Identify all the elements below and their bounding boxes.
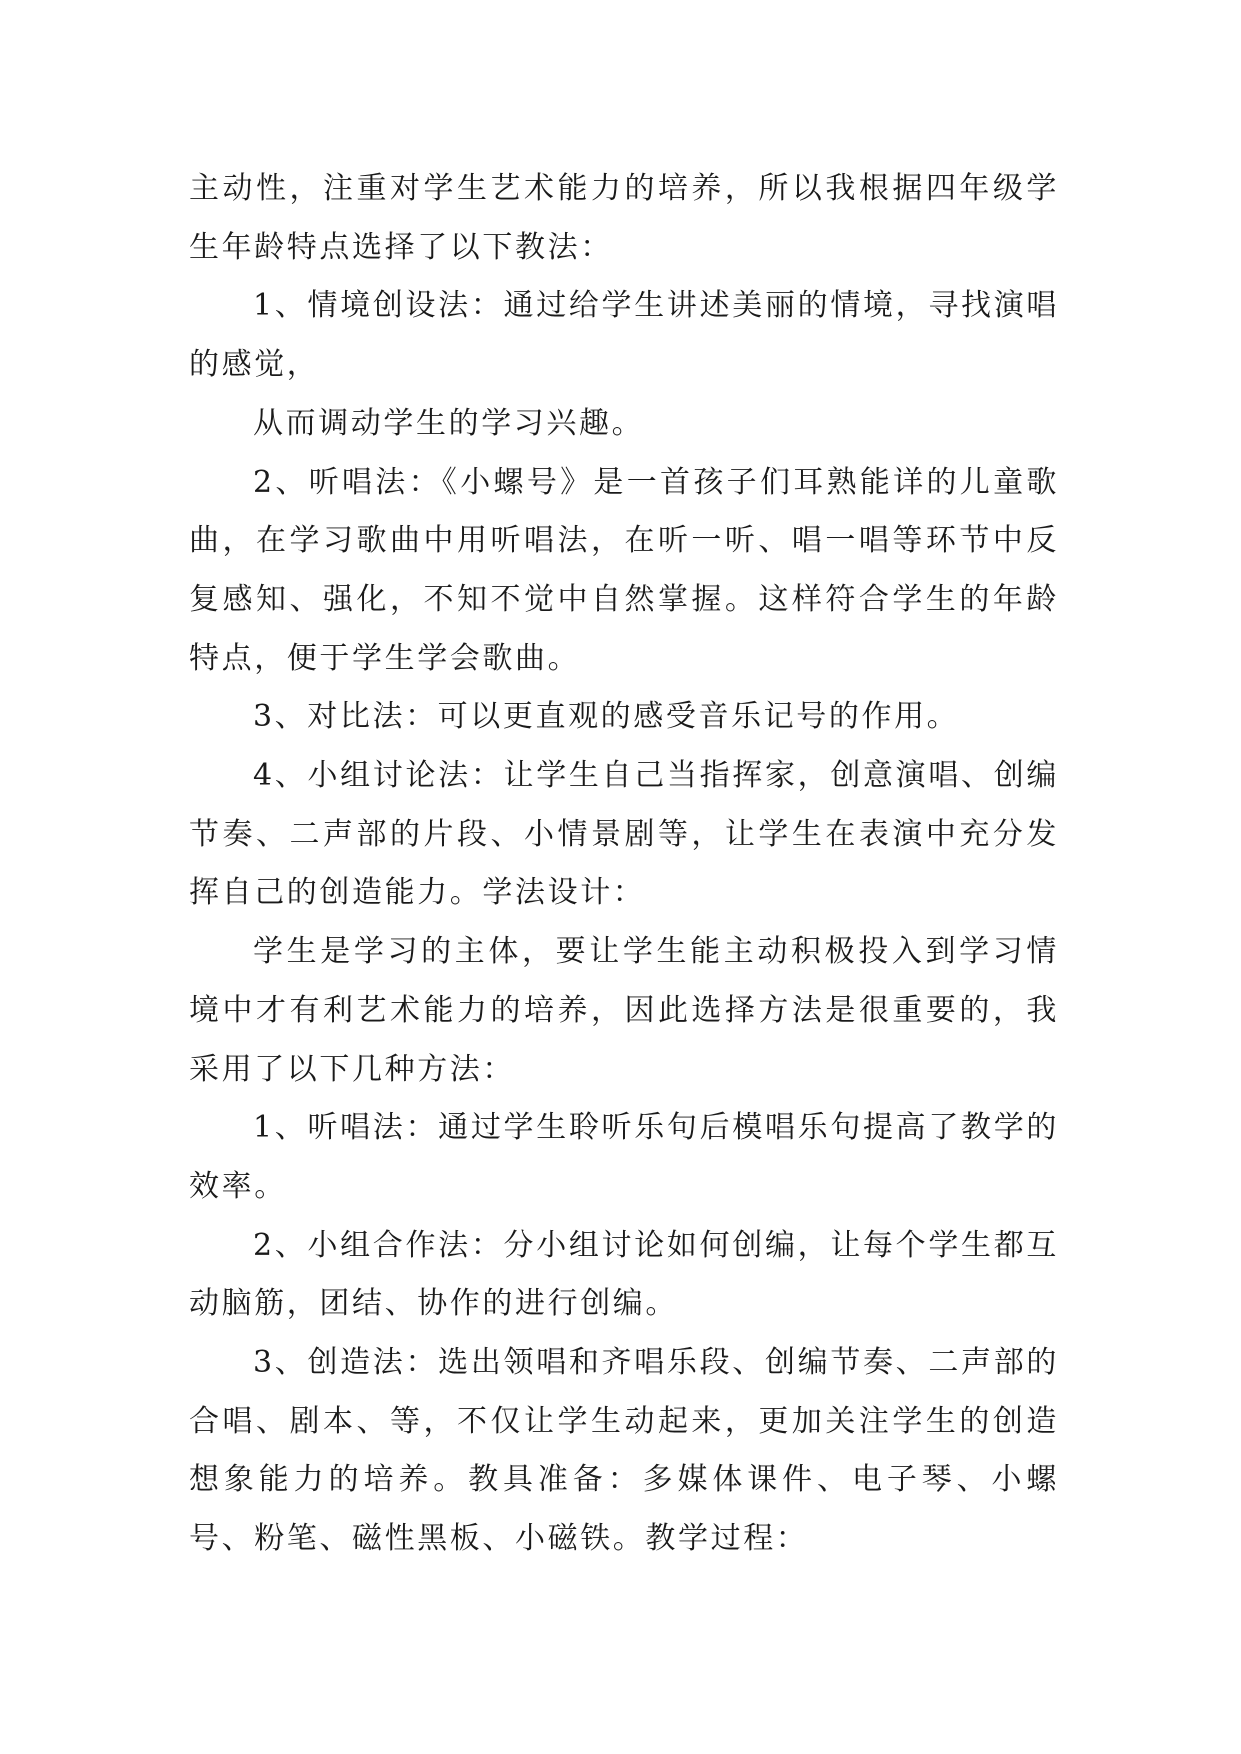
document-body (189, 160, 1059, 1569)
paragraph-5: 3、对比法：可以更直观的感受音乐记号的作用。 (253, 699, 960, 735)
paragraph-10: 3、创造法：选出领唱和齐唱乐段、创编节奏、二声部的合唱、剧本、等，不仅让学生动起来，更加关注学生的创造想象能力的培养。教具准备：多媒体课件、电子琴、小螺号、粉笔、磁性黑板、小磁铁。教学过程： (189, 1345, 1059, 1557)
paragraph-9: 2、小组合作法：分小组讨论如何创编，让每个学生都互动脑筋，团结、协作的进行创编。 (189, 1227, 1059, 1322)
paragraph-8: 1、听唱法：通过学生聆听乐句后模唱乐句提高了教学的效率。 (189, 1110, 1059, 1204)
paragraph-6: 4、小组讨论法：让学生自己当指挥家，创意演唱、创编节奏、二声部的片段、小情景剧等，让学生在表演中充分发挥自己的创造能力。学法设计： (189, 758, 1059, 911)
paragraph-3: 从而调动学生的学习兴趣。 (253, 405, 645, 441)
paragraph-4: 2、听唱法：《小螺号》是一首孩子们耳熟能详的儿童歌曲，在学习歌曲中用听唱法，在听一听、唱一唱等环节中反复感知、强化，不知不觉中自然掌握。这样符合学生的年龄特点，便于学生学会歌曲。 (189, 464, 1059, 676)
paragraph-1: 主动性，注重对学生艺术能力的培养，所以我根据四年级学生年龄特点选择了以下教法： (189, 171, 1059, 265)
paragraph-2: 1、情境创设法：通过给学生讲述美丽的情境，寻找演唱的感觉， (189, 288, 1059, 383)
paragraph-7: 学生是学习的主体，要让学生能主动积极投入到学习情境中才有利艺术能力的培养，因此选择方法是很重要的，我采用了以下几种方法： (189, 934, 1059, 1087)
